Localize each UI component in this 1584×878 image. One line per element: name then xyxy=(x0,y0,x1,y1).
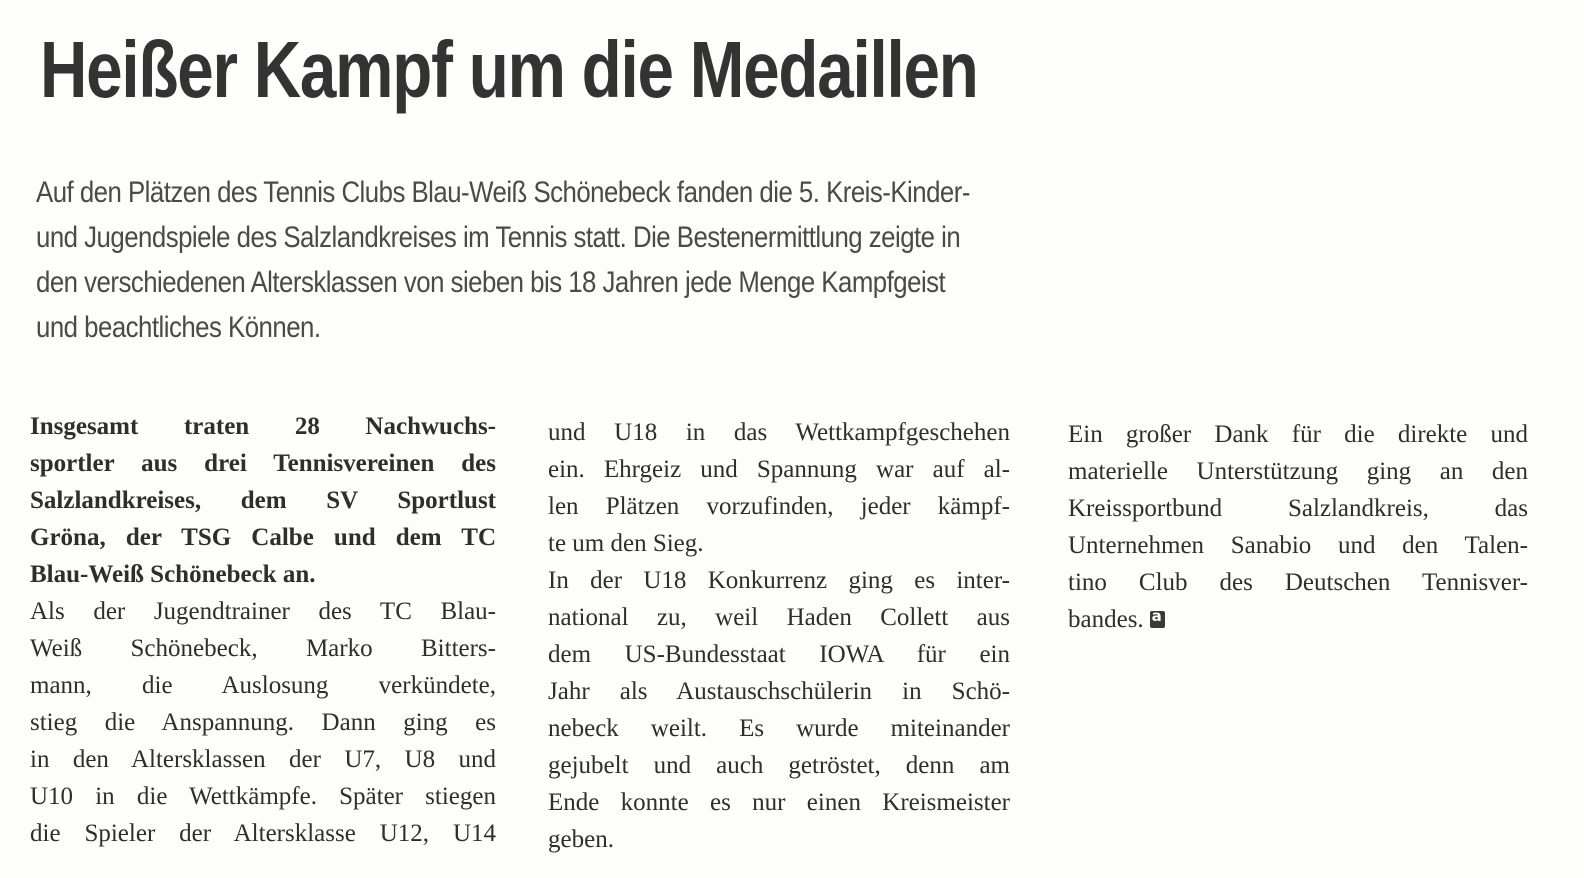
publisher-logo-icon xyxy=(1150,611,1165,628)
intro-line: Blau-Weiß Schönebeck an. xyxy=(30,561,316,588)
lead-line: und Jugendspiele des Salzlandkreises im Tennis statt. Die Bestenermittlung zeigte in xyxy=(36,221,961,254)
body-line: stieg die Anspannung. Dann ging es xyxy=(30,709,496,736)
body-line: dem US-Bundesstaat IOWA für ein xyxy=(548,641,1010,668)
body-line: mann, die Auslosung verkündete, xyxy=(30,672,496,699)
intro-line: Insgesamt traten 28 Nachwuchs- xyxy=(30,413,496,440)
body-line: ein. Ehrgeiz und Spannung war auf al- xyxy=(548,456,1010,483)
body-line: national zu, weil Haden Collett aus xyxy=(548,604,1010,631)
body-paragraph xyxy=(1068,416,1528,638)
body-paragraph xyxy=(548,562,1010,858)
body-line: Als der Jugendtrainer des TC Blau- xyxy=(30,598,496,625)
body-line: Ende konnte es nur einen Kreismeister xyxy=(548,789,1010,816)
body-line: Ein großer Dank für die direkte und xyxy=(1068,421,1528,448)
lead-line: den verschiedenen Altersklassen von sieben bis 18 Jahren jede Menge Kampfgeist xyxy=(36,266,946,299)
body-line: materielle Unterstützung ging an den xyxy=(1068,458,1528,485)
body-line: te um den Sieg. xyxy=(548,530,704,557)
body-paragraph xyxy=(548,414,1010,562)
intro-line: Gröna, der TSG Calbe und dem TC xyxy=(30,524,496,551)
body-line: U10 in die Wettkämpfe. Später stiegen xyxy=(30,783,496,810)
body-line: und U18 in das Wettkampfgeschehen xyxy=(548,419,1010,446)
intro-line: sportler aus drei Tennisvereinen des xyxy=(30,450,496,477)
lead-line: und beachtliches Können. xyxy=(36,311,321,344)
article-headline: Heißer Kampf um die Medaillen xyxy=(40,25,978,114)
body-line: in den Altersklassen der U7, U8 und xyxy=(30,746,496,773)
body-paragraph xyxy=(30,593,496,852)
body-line: tino Club des Deutschen Tennisver- xyxy=(1068,569,1528,596)
article-lead xyxy=(36,170,1046,350)
body-line: Jahr als Austauschschülerin in Schö- xyxy=(548,678,1010,705)
article-column-3 xyxy=(1068,416,1528,638)
body-line: Unternehmen Sanabio und den Talen- xyxy=(1068,532,1528,559)
final-text: bandes. xyxy=(1068,606,1144,633)
intro-paragraph xyxy=(30,408,496,593)
body-line: nebeck weilt. Es wurde miteinander xyxy=(548,715,1010,742)
body-line: Weiß Schönebeck, Marko Bitters- xyxy=(30,635,496,662)
body-line-final xyxy=(1068,601,1528,638)
article-column-1 xyxy=(30,408,496,852)
body-line: die Spieler der Altersklasse U12, U14 xyxy=(30,820,496,847)
body-line: In der U18 Konkurrenz ging es inter- xyxy=(548,567,1010,594)
intro-line: Salzlandkreises, dem SV Sportlust xyxy=(30,487,496,514)
article-column-2 xyxy=(548,414,1010,858)
body-line: Kreissportbund Salzlandkreis, das xyxy=(1068,495,1528,522)
body-line: len Plätzen vorzufinden, jeder kämpf- xyxy=(548,493,1010,520)
body-line: gejubelt und auch getröstet, denn am xyxy=(548,752,1010,779)
lead-line: Auf den Plätzen des Tennis Clubs Blau-Weiß Schönebeck fanden die 5. Kreis-Kinder- xyxy=(36,176,970,209)
body-line: geben. xyxy=(548,826,614,853)
